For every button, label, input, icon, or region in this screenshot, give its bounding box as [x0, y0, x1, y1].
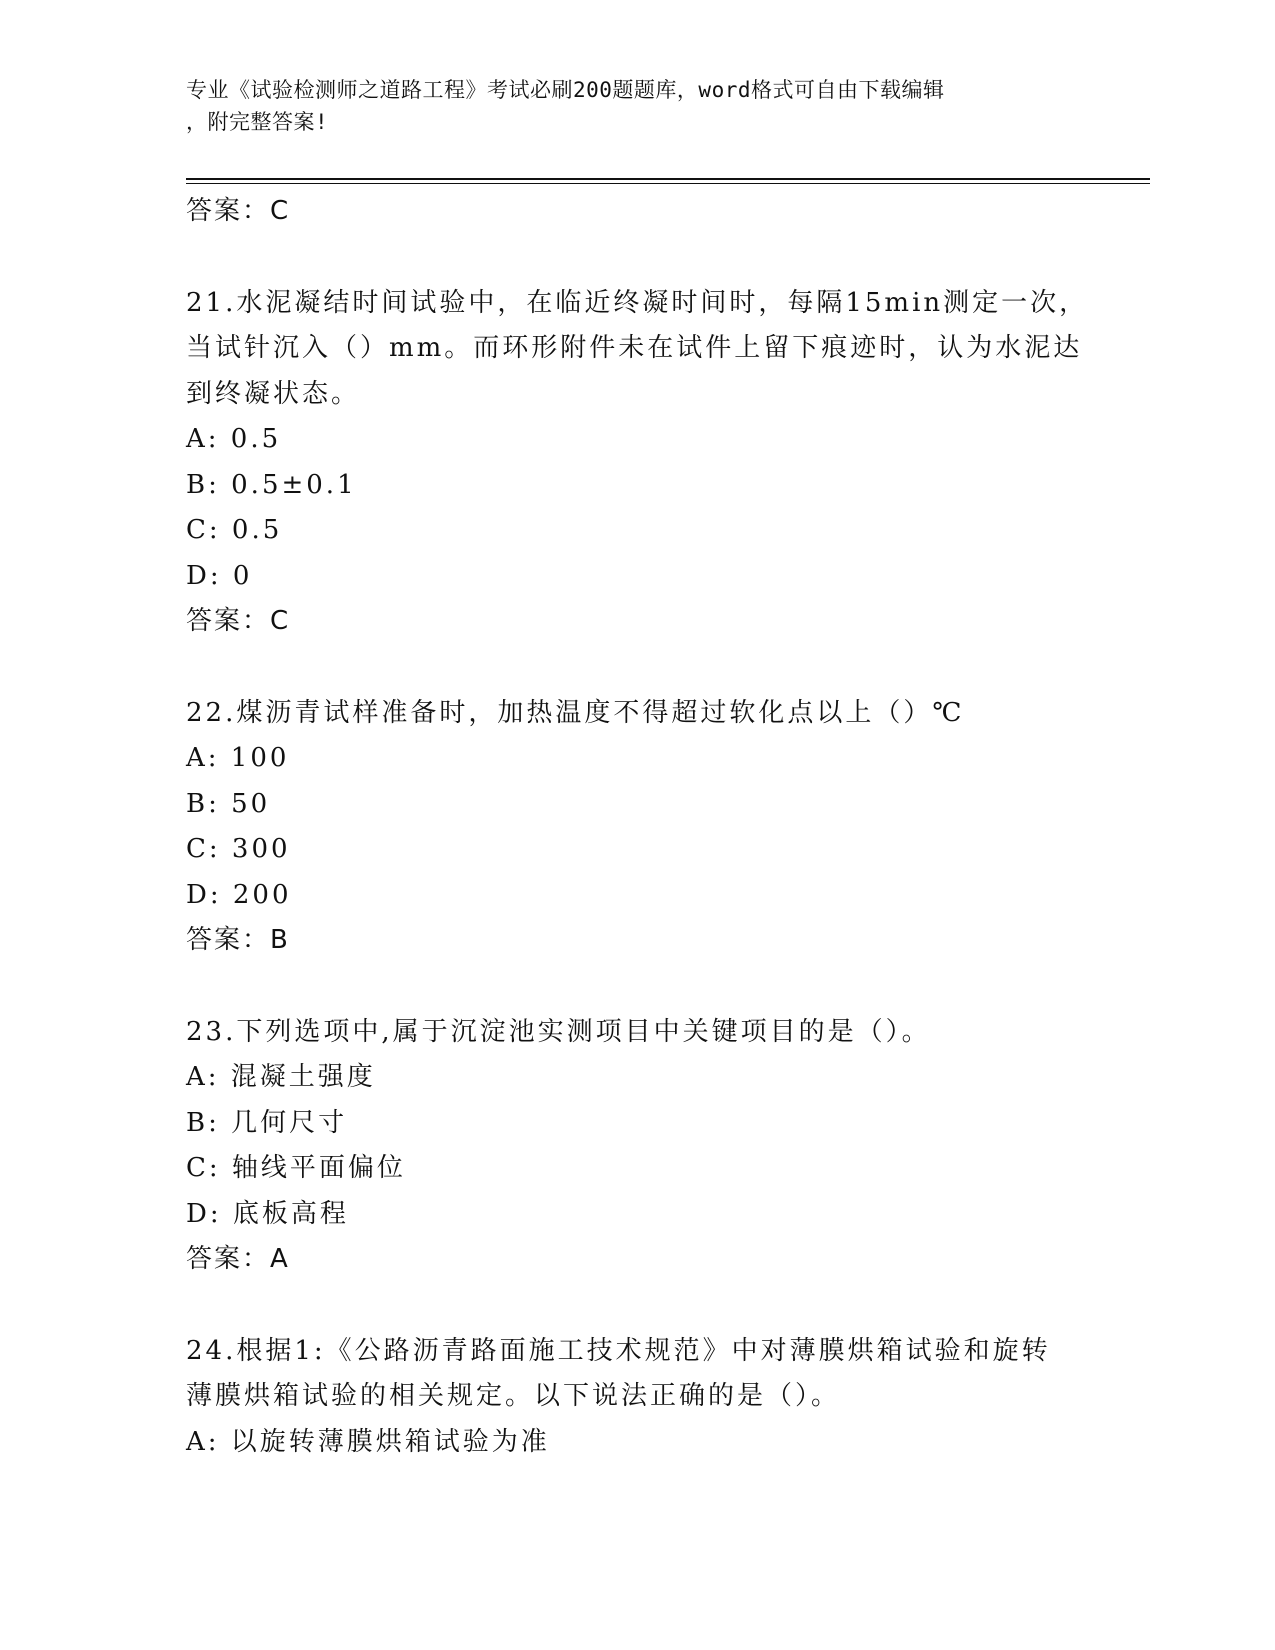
question-stem-line: 到终凝状态。 [186, 378, 361, 409]
question-block [186, 1010, 1086, 1283]
option-b: B: 0.5±0.1 [186, 469, 357, 500]
answer-line: 答案：A [186, 1244, 290, 1274]
document-header [186, 74, 1066, 138]
option-d: D: 底板高程 [186, 1198, 349, 1229]
header-line-2: ，附完整答案! [186, 110, 329, 134]
option-c: C: 0.5 [186, 515, 283, 545]
question-list [186, 189, 1089, 1465]
option-c: C: 300 [186, 834, 291, 864]
question-block [186, 281, 1089, 645]
option-c: C: 轴线平面偏位 [186, 1153, 406, 1183]
option-d: D: 0 [186, 560, 253, 591]
question-stem-line: 22.煤沥青试样准备时，加热温度不得超过软化点以上（）℃ [186, 697, 965, 728]
spacer [186, 235, 1086, 281]
question-block [186, 691, 1086, 964]
option-a: A: 100 [186, 743, 290, 773]
option-a: A: 混凝土强度 [186, 1062, 376, 1092]
option-b: B: 几何尺寸 [186, 1107, 348, 1138]
header-line-1: 专业《试验检测师之道路工程》考试必刷200题题库，word格式可自由下载编辑 [186, 78, 945, 102]
question-stem-line: 当试针沉入（）mm。而环形附件未在试件上留下痕迹时，认为水泥达 [186, 333, 1083, 363]
question-stem-line: 薄膜烘箱试验的相关规定。以下说法正确的是（）。 [186, 1381, 841, 1411]
spacer [186, 964, 1086, 1010]
option-a: A: 0.5 [186, 424, 282, 454]
header-divider-thin [186, 183, 1150, 184]
question-block [186, 1329, 1086, 1466]
option-d: D: 200 [186, 879, 292, 910]
question-stem-line: 21.水泥凝结时间试验中，在临近终凝时间时，每隔15min测定一次， [186, 287, 1089, 318]
question-stem-line: 24.根据1:《公路沥青路面施工技术规范》中对薄膜烘箱试验和旋转 [186, 1335, 1051, 1366]
question-stem-line: 23.下列选项中,属于沉淀池实测项目中关键项目的是（）。 [186, 1016, 931, 1047]
answer-line: 答案：C [186, 606, 291, 636]
answer-line: 答案：B [186, 925, 290, 955]
answer-line: 答案：C [186, 196, 291, 226]
option-a: A: 以旋转薄膜烘箱试验为准 [186, 1426, 550, 1457]
spacer [186, 645, 1086, 691]
spacer [186, 1283, 1086, 1329]
header-divider-thick [186, 178, 1150, 180]
option-b: B: 50 [186, 788, 271, 819]
